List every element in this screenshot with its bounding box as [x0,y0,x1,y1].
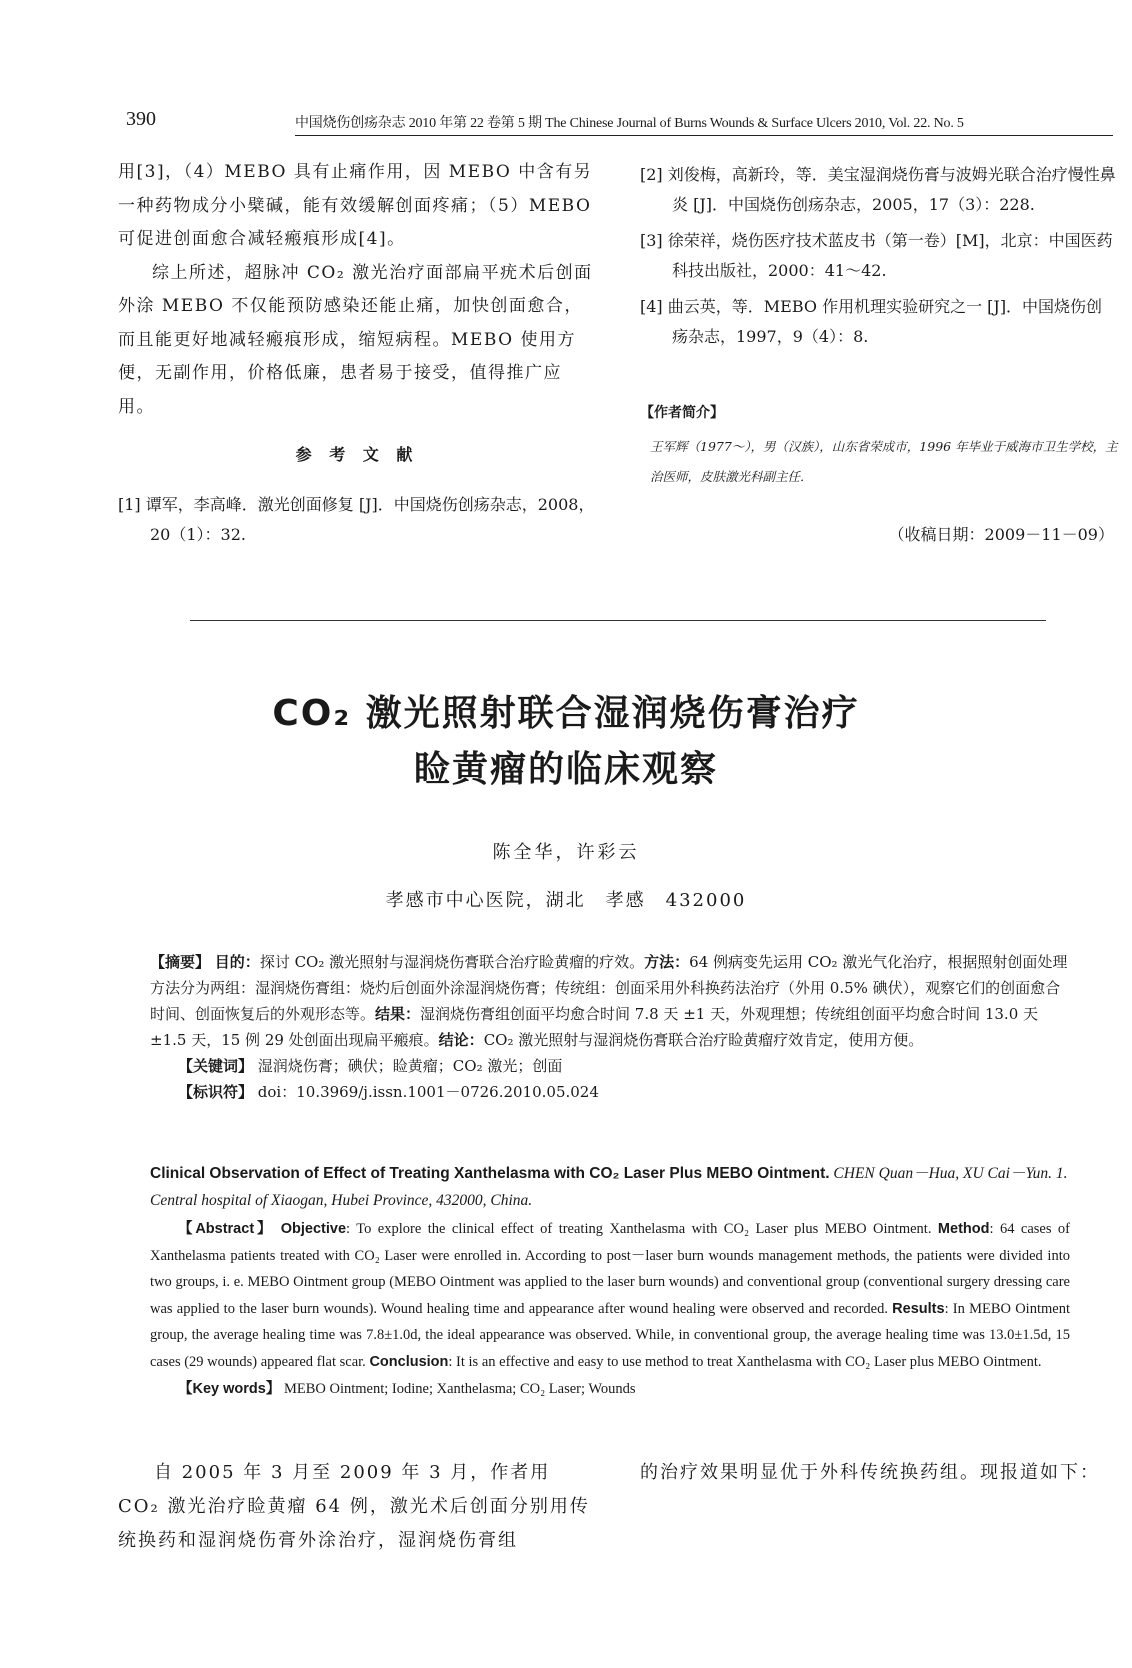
identifier-label: 【标识符】 [178,1083,254,1101]
results-en-text: : In MEBO Ointment group, the average healing time was 7.8±1.0d, the ideal appearance was observed. While, in conventional group, the average healing time was 13.0±1.5d, 15 cases (29 wounds) appeared flat scar. [150,1300,1070,1370]
author-bio: 王军辉（1977～），男（汉族），山东省荣成市，1996 年毕业于威海市卫生学校，主治医师，皮肤激光科副主任． [650,439,1118,484]
method-en-label: Method [937,1221,990,1237]
reference-item: [1] 谭军，李高峰．激光创面修复 [J]．中国烧伤创疡杂志，2008，20（1）：32. [118,495,595,544]
method-en-text: : 64 cases of Xanthelasma patients treated with CO₂ Laser were enrolled in. According to post－laser burn wounds management methods, the patients were divided into two groups, i. e. MEBO Ointment group (MEBO Ointment was applied to the laser burn wounds) and conventional group (conventional surgery dressing care was applied to the laser burn wounds). Wound healing time and appearance after wound healing were observed and recorded. [150,1221,1071,1317]
author-bio-heading: 【作者简介】 [640,405,724,421]
objective-text: 探讨 CO₂ 激光照射与湿润烧伤膏联合治疗睑黄瘤的疗效。 [259,953,645,971]
abstract-en [150,1216,1070,1402]
result-text: 湿润烧伤膏组创面平均愈合时间 7.8 天 ±1 天，外观理想；传统组创面平均愈合时间 13.0 天 ±1.5 天，15 例 29 处创面出现扁平瘢痕。 [150,1005,1039,1049]
keywords-en-text: MEBO Ointment; Iodine; Xanthelasma; CO₂ Laser; Wounds [283,1380,636,1397]
objective-en-label: Objective [280,1221,347,1237]
article-title-line: CO₂ 激光照射联合湿润烧伤膏治疗 [272,693,860,734]
reference-item: [3] 徐荣祥，烧伤医疗技术蓝皮书（第一卷）[M]，北京：中国医药科技出版社，2000：41～42. [640,231,1113,280]
conclusion-text: CO₂ 激光照射与湿润烧伤膏联合治疗睑黄瘤疗效肯定，使用方便。 [483,1031,924,1049]
article-affiliation: 孝感市中心医院，湖北 孝感 432000 [385,890,747,911]
english-authors: CHEN Quan－Hua, XU Cai－Yun. 1. Central hospital of Xiaogan, Hubei Province, 432000, China. [150,1165,1068,1209]
article-title [200,686,932,798]
conclusion-en-text: : It is an effective and easy to use method to treat Xanthelasma with CO₂ Laser plus MEBO Ointment. [448,1353,1042,1370]
keywords-label: 【关键词】 [178,1057,254,1075]
keywords-text: 湿润烧伤膏；碘伏；睑黄瘤；CO₂ 激光；创面 [257,1057,563,1075]
english-title-block [150,1160,1070,1214]
abstract-cn [150,949,1070,1105]
reference-item: [4] 曲云英，等．MEBO 作用机理实验研究之一 [J]．中国烧伤创疡杂志，1997，9（4）：8. [640,297,1103,346]
objective-label: 目的： [214,953,260,971]
keywords-en-label: 【Key words】 [178,1380,281,1397]
method-text: 64 例病变先运用 CO₂ 激光气化治疗，根据照射创面处理方法分为两组：湿润烧伤膏组：烧灼后创面外涂湿润烧伤膏；传统组：创面采用外科换药法治疗（外用 0.5% 碘伏），观察它们的创面愈合时间、创面恢复后的外观形态等。 [150,953,1068,1023]
conclusion-label: 结论： [438,1031,484,1049]
reference-list [640,160,1118,358]
body-right-column [640,1456,1118,1490]
body-paragraph: 综上所述，超脉冲 CO₂ 激光治疗面部扁平疣术后创面外涂 MEBO 不仅能预防感染还能止痛，加快创面愈合，而且能更好地减轻瘢痕形成，缩短病程。MEBO 使用方便，无副作用，价格低廉，患者易于接受，值得推广应用。 [118,262,593,417]
results-en-label: Results [892,1300,945,1317]
objective-en-text: : To explore the clinical effect of treating Xanthelasma with CO₂ Laser plus MEBO Ointment. [346,1221,932,1237]
doi-text: doi：10.3969/j.issn.1001－0726.2010.05.024 [257,1083,599,1101]
article-title-line: 睑黄瘤的临床观察 [413,749,718,790]
page-number: 390 [126,108,156,130]
english-title: Clinical Observation of Effect of Treating Xanthelasma with CO₂ Laser Plus MEBO Ointment. [150,1165,830,1182]
abstract-en-label: 【Abstract】 [178,1221,275,1237]
header-rule [295,135,1113,136]
intro-paragraph: 自 2005 年 3 月至 2009 年 3 月，作者用 CO₂ 激光治疗睑黄瘤 64 例，激光术后创面分别用传统换药和湿润烧伤膏外涂治疗，湿润烧伤膏组 [118,1462,590,1551]
section-divider [190,620,1046,621]
references-heading: 参 考 文 献 [295,445,419,464]
running-head: 中国烧伤创疡杂志 2010 年第 22 卷第 5 期 The Chinese Journal of Burns Wounds & Surface Ulcers 2010, Vol. 22. No. 5 [295,116,964,131]
reference-item: [2] 刘俊梅，高新玲，等．美宝湿润烧伤膏与波姆光联合治疗慢性鼻炎 [J]．中国烧伤创疡杂志，2005，17（3）：228. [640,165,1116,214]
article-authors: 陈全华，许彩云 [492,842,640,863]
conclusion-en-label: Conclusion [369,1353,449,1370]
body-left-column [118,1456,596,1558]
left-column [118,156,596,424]
received-date: （收稿日期：2009－11－09） [888,525,1114,544]
result-label: 结果： [375,1005,421,1023]
reference-list [118,490,596,556]
body-paragraph: 用[3]，（4）MEBO 具有止痛作用，因 MEBO 中含有另一种药物成分小檗碱，能有效缓解创面疼痛；（5）MEBO 可促进创面愈合减轻瘢痕形成[4]。 [118,162,593,249]
method-label: 方法： [644,953,690,971]
intro-paragraph-continued: 的治疗效果明显优于外科传统换药组。现报道如下： [640,1462,1100,1483]
abstract-label: 【摘要】 [150,953,211,971]
